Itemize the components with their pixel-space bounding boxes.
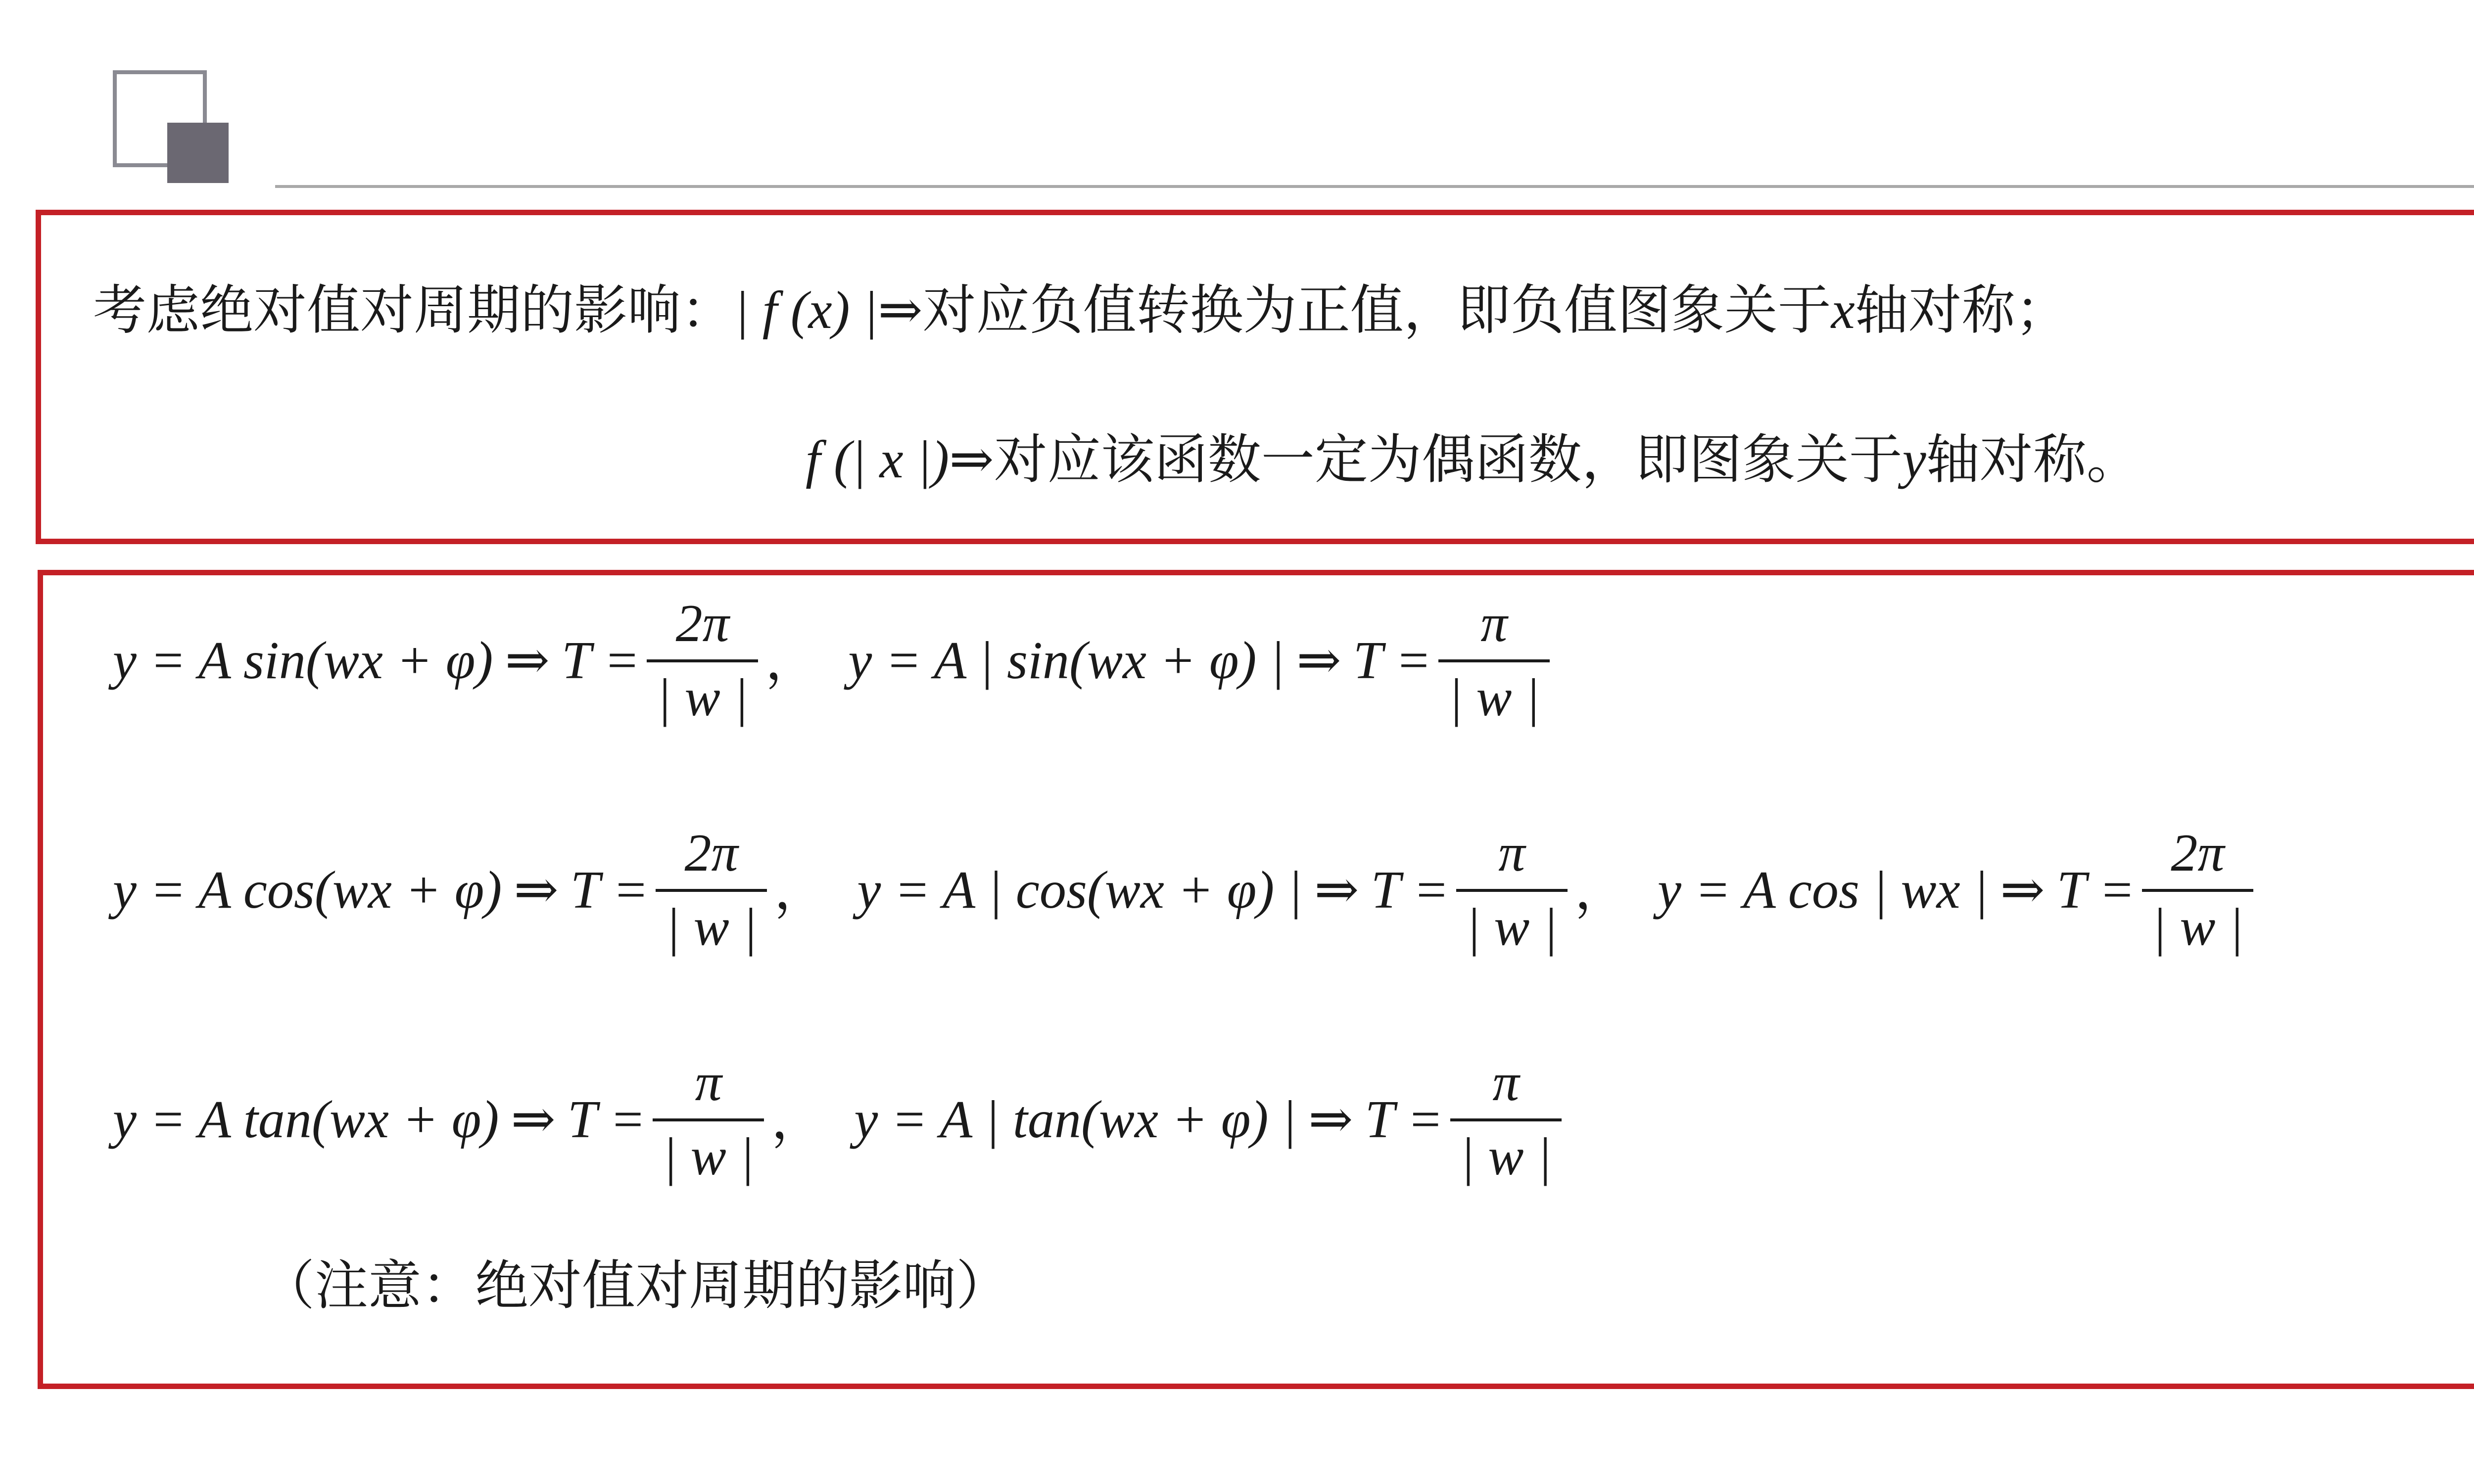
formula-cos3-fraction	[2142, 824, 2253, 957]
formula-sin2-numerator: π	[1480, 594, 1508, 653]
formula-cos2-numerator: π	[1498, 824, 1525, 882]
formula-tan1-fraction	[653, 1053, 764, 1186]
formula-cos3-lhs: y = A cos | wx |	[1658, 861, 1989, 920]
formula-sin1-sep: ，	[765, 630, 819, 692]
formula-tan1-sep: ，	[771, 1089, 825, 1151]
formula-tan1-t: T =	[567, 1090, 646, 1149]
top-line-2-var: y	[1902, 430, 1926, 489]
formula-sin2-arrow: ⇒	[1296, 631, 1341, 690]
formula-sin1-t: T =	[561, 631, 640, 690]
formula-tan1-denominator: | w |	[653, 1118, 764, 1184]
formula-sin1-denominator: | w |	[647, 659, 758, 725]
formula-cos1-t: T =	[570, 861, 649, 920]
formula-tan1-lhs: y = A tan(wx + φ)	[113, 1090, 499, 1149]
formula-tan2-denominator: | w |	[1450, 1118, 1562, 1184]
formula-sin2-fraction	[1438, 594, 1550, 727]
formula-cos2-sep: ，	[1574, 859, 1628, 921]
formula-cos3-numerator: 2π	[2171, 824, 2225, 882]
formula-cos1-arrow: ⇒	[514, 861, 559, 920]
formula-cos1-fraction	[656, 824, 767, 957]
formula-row-sin	[113, 592, 1557, 730]
top-line-2-expr: f (| x |)	[806, 430, 950, 489]
formula-tan2-arrow: ⇒	[1308, 1090, 1353, 1149]
formula-cos2-lhs: y = A | cos(wx + φ) |	[857, 861, 1303, 920]
top-line-2-text-a: 对应该函数一定为偶函数，即图象关于	[994, 429, 1903, 491]
top-line-1	[93, 279, 2069, 341]
header-rule	[275, 185, 2474, 188]
top-line-1-arrow: ⇒	[878, 281, 923, 340]
formula-tan2-lhs: y = A | tan(wx + φ) |	[854, 1090, 1297, 1149]
formula-sin1-numerator: 2π	[675, 594, 729, 653]
formula-sin1-arrow: ⇒	[505, 631, 550, 690]
formula-cos1-numerator: 2π	[684, 824, 738, 882]
formula-row-tan	[113, 1051, 1569, 1189]
top-note-box	[36, 210, 2474, 544]
top-line-2	[806, 429, 2140, 491]
formula-tan1-arrow: ⇒	[511, 1090, 556, 1149]
formula-tan1-numerator: π	[695, 1053, 722, 1112]
formula-tan2-t: T =	[1365, 1090, 1443, 1149]
note-label: （注意：绝对值对周期的影响）	[261, 1255, 1010, 1317]
formula-cos2-fraction	[1456, 824, 1568, 957]
top-line-2-arrow: ⇒	[949, 430, 994, 489]
top-line-2-text-b: 轴对称。	[1926, 429, 2140, 491]
formula-tan2-numerator: π	[1492, 1053, 1520, 1112]
formula-cos2-denominator: | w |	[1456, 889, 1568, 954]
logo-square-fill	[167, 123, 229, 183]
formula-sin1-lhs: y = A sin(wx + φ)	[113, 631, 493, 690]
formula-cos1-sep: ，	[774, 859, 828, 921]
formula-cos2-t: T =	[1371, 861, 1449, 920]
top-line-1-text-b: 轴对称；	[1855, 279, 2069, 341]
formula-row-cos	[113, 821, 2260, 960]
formula-sin2-lhs: y = A | sin(wx + φ) |	[848, 631, 1285, 690]
formula-cos1-denominator: | w |	[656, 889, 767, 954]
top-line-1-label: 考虑绝对值对周期的影响：	[93, 279, 735, 341]
formula-cos3-arrow: ⇒	[2000, 861, 2045, 920]
top-line-1-text-a: 对应负值转换为正值，即负值图象关于	[922, 279, 1831, 341]
formula-sin2-t: T =	[1353, 631, 1431, 690]
formula-cos3-denominator: | w |	[2142, 889, 2253, 954]
formula-sin1-fraction	[647, 594, 758, 727]
formula-cos1-lhs: y = A cos(wx + φ)	[113, 861, 502, 920]
formula-sin2-denominator: | w |	[1438, 659, 1550, 725]
formula-cos2-arrow: ⇒	[1314, 861, 1359, 920]
note-text	[261, 1255, 1010, 1317]
formula-tan2-fraction	[1450, 1053, 1562, 1186]
top-line-1-var: x	[1831, 281, 1855, 340]
top-line-1-expr: | f (x) |	[734, 281, 878, 340]
formula-cos3-t: T =	[2056, 861, 2135, 920]
